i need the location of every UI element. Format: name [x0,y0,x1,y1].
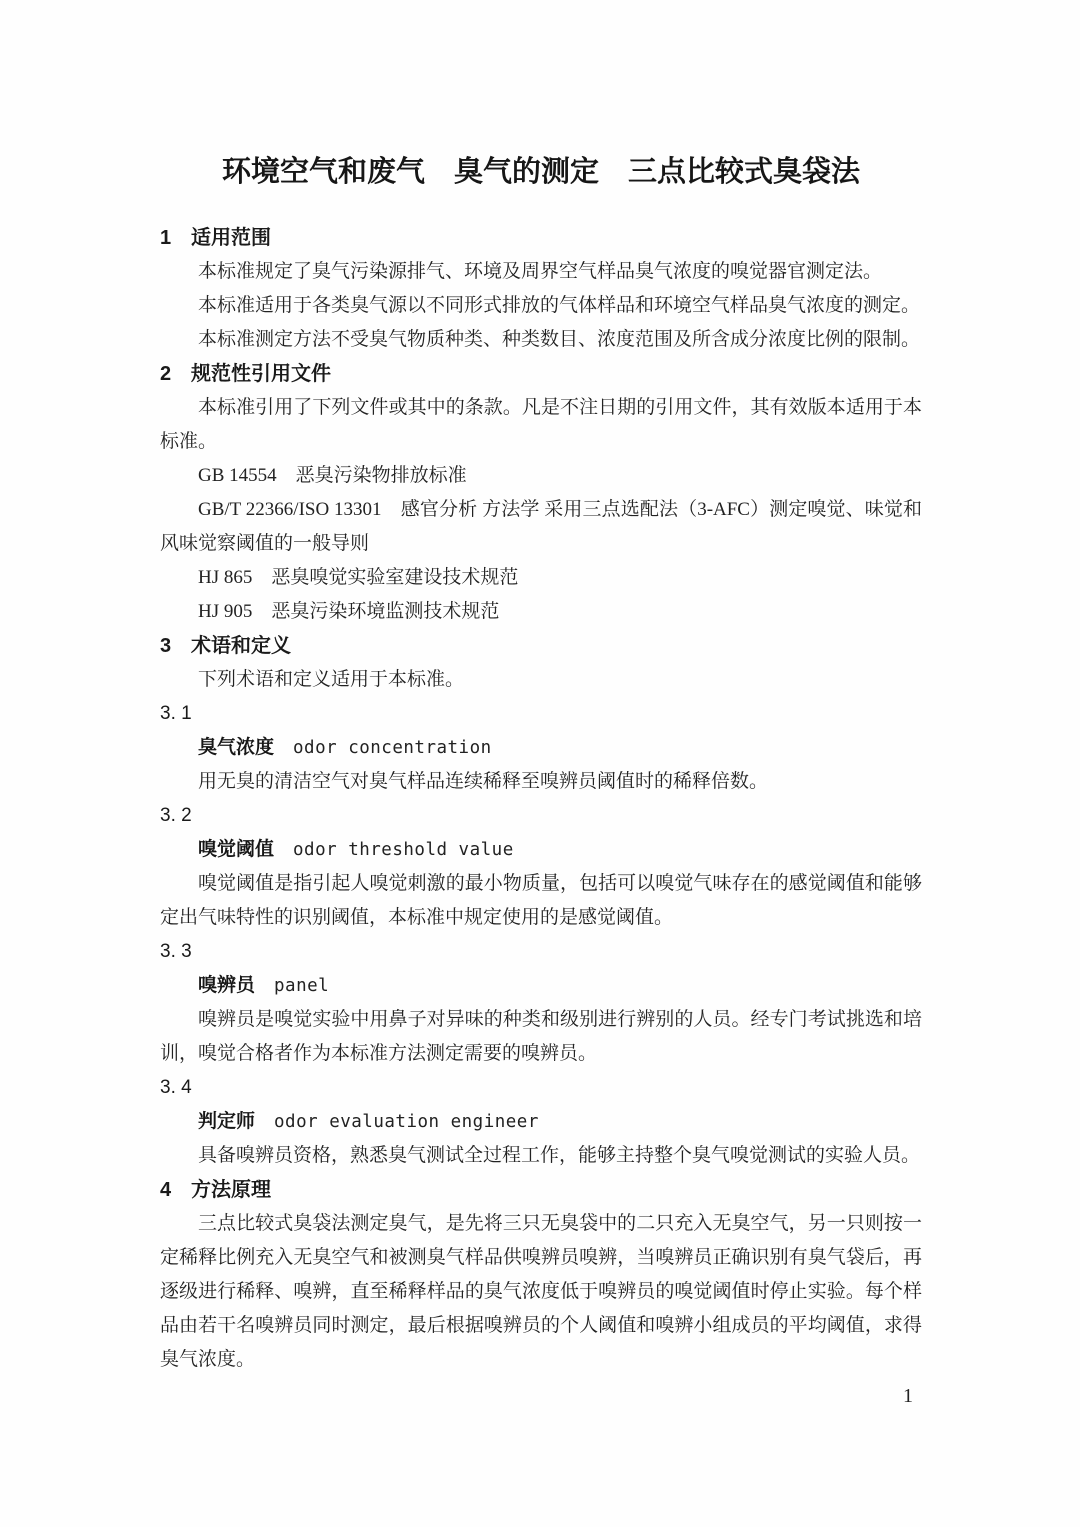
section-heading-normative-references [160,357,922,391]
document-content [160,150,922,1377]
section-heading-text: 术语和定义 [191,635,291,657]
term-id: 3. 2 [160,805,192,826]
paragraph: 本标准测定方法不受臭气物质种类、种类数目、浓度范围及所含成分浓度比例的限制。 [198,329,921,350]
reference-item: GB 14554 恶臭污染物排放标准 [198,465,467,486]
paragraph: 三点比较式臭袋法测定臭气，是先将三只无臭袋中的二只充入无臭空气，另一只则按一定稀释比例充入无臭空气和被测臭气样品供嗅辨员嗅辨，当嗅辨员正确识别有臭气袋后，再逐级进行稀释、嗅辨，直至稀释样品的臭气浓度低于嗅辨员的嗅觉阈值时停止实验。每个样品由若干名嗅辨员同时测定，最后根据嗅辨员的个人阈值和嗅辨小组成员的平均阈值，求得臭气浓度。 [160,1213,922,1370]
term-cn: 判定师 [198,1111,256,1132]
term-definition: 用无臭的清洁空气对臭气样品连续稀释至嗅辨员阈值时的稀释倍数。 [198,771,769,792]
term-entry [160,731,922,765]
paragraph: 本标准规定了臭气污染源排气、环境及周界空气样品臭气浓度的嗅觉器官测定法。 [198,261,883,282]
reference-item: GB/T 22366/ISO 13301 感官分析 方法学 采用三点选配法（3-AFC）测定嗅觉、味觉和风味觉察阈值的一般导则 [160,499,922,554]
term-id: 3. 1 [160,703,192,724]
section-number: 2 [160,363,172,385]
term-definition: 具备嗅辨员资格，熟悉臭气测试全过程工作，能够主持整个臭气嗅觉测试的实验人员。 [198,1145,921,1166]
term-en: odor threshold value [293,840,514,860]
section-heading-terms-and-definitions [160,629,922,663]
page-number: 1 [903,1385,913,1407]
term-entry [160,969,922,1003]
term-en: odor concentration [293,738,492,758]
reference-item: HJ 865 恶臭嗅觉实验室建设技术规范 [198,567,519,588]
section-heading-scope [160,221,922,255]
term-definition: 嗅觉阈值是指引起人嗅觉刺激的最小物质量，包括可以嗅觉气味存在的感觉阈值和能够定出气味特性的识别阈值，本标准中规定使用的是感觉阈值。 [160,873,922,928]
term-en: odor evaluation engineer [274,1112,539,1132]
section-number: 3 [160,635,172,657]
term-entry [160,833,922,867]
reference-item: HJ 905 恶臭污染环境监测技术规范 [198,601,500,622]
term-entry [160,1105,922,1139]
section-heading-text: 适用范围 [191,227,271,249]
section-heading-method-principle [160,1173,922,1207]
section-heading-text: 规范性引用文件 [191,363,331,385]
term-cn: 臭气浓度 [198,737,275,758]
paragraph: 下列术语和定义适用于本标准。 [198,669,465,690]
term-cn: 嗅辨员 [198,975,256,996]
term-id: 3. 4 [160,1077,192,1098]
section-number: 4 [160,1179,172,1201]
term-definition: 嗅辨员是嗅觉实验中用鼻子对异味的种类和级别进行辨别的人员。经专门考试挑选和培训，嗅觉合格者作为本标准方法测定需要的嗅辨员。 [160,1009,922,1064]
document-title: 环境空气和废气 臭气的测定 三点比较式臭袋法 [221,156,860,188]
term-en: panel [274,976,330,996]
paragraph: 本标准适用于各类臭气源以不同形式排放的气体样品和环境空气样品臭气浓度的测定。 [198,295,921,316]
term-id: 3. 3 [160,941,192,962]
section-number: 1 [160,227,172,249]
section-heading-text: 方法原理 [191,1179,271,1201]
paragraph: 本标准引用了下列文件或其中的条款。凡是不注日期的引用文件，其有效版本适用于本标准。 [160,397,922,452]
term-cn: 嗅觉阈值 [198,839,275,860]
